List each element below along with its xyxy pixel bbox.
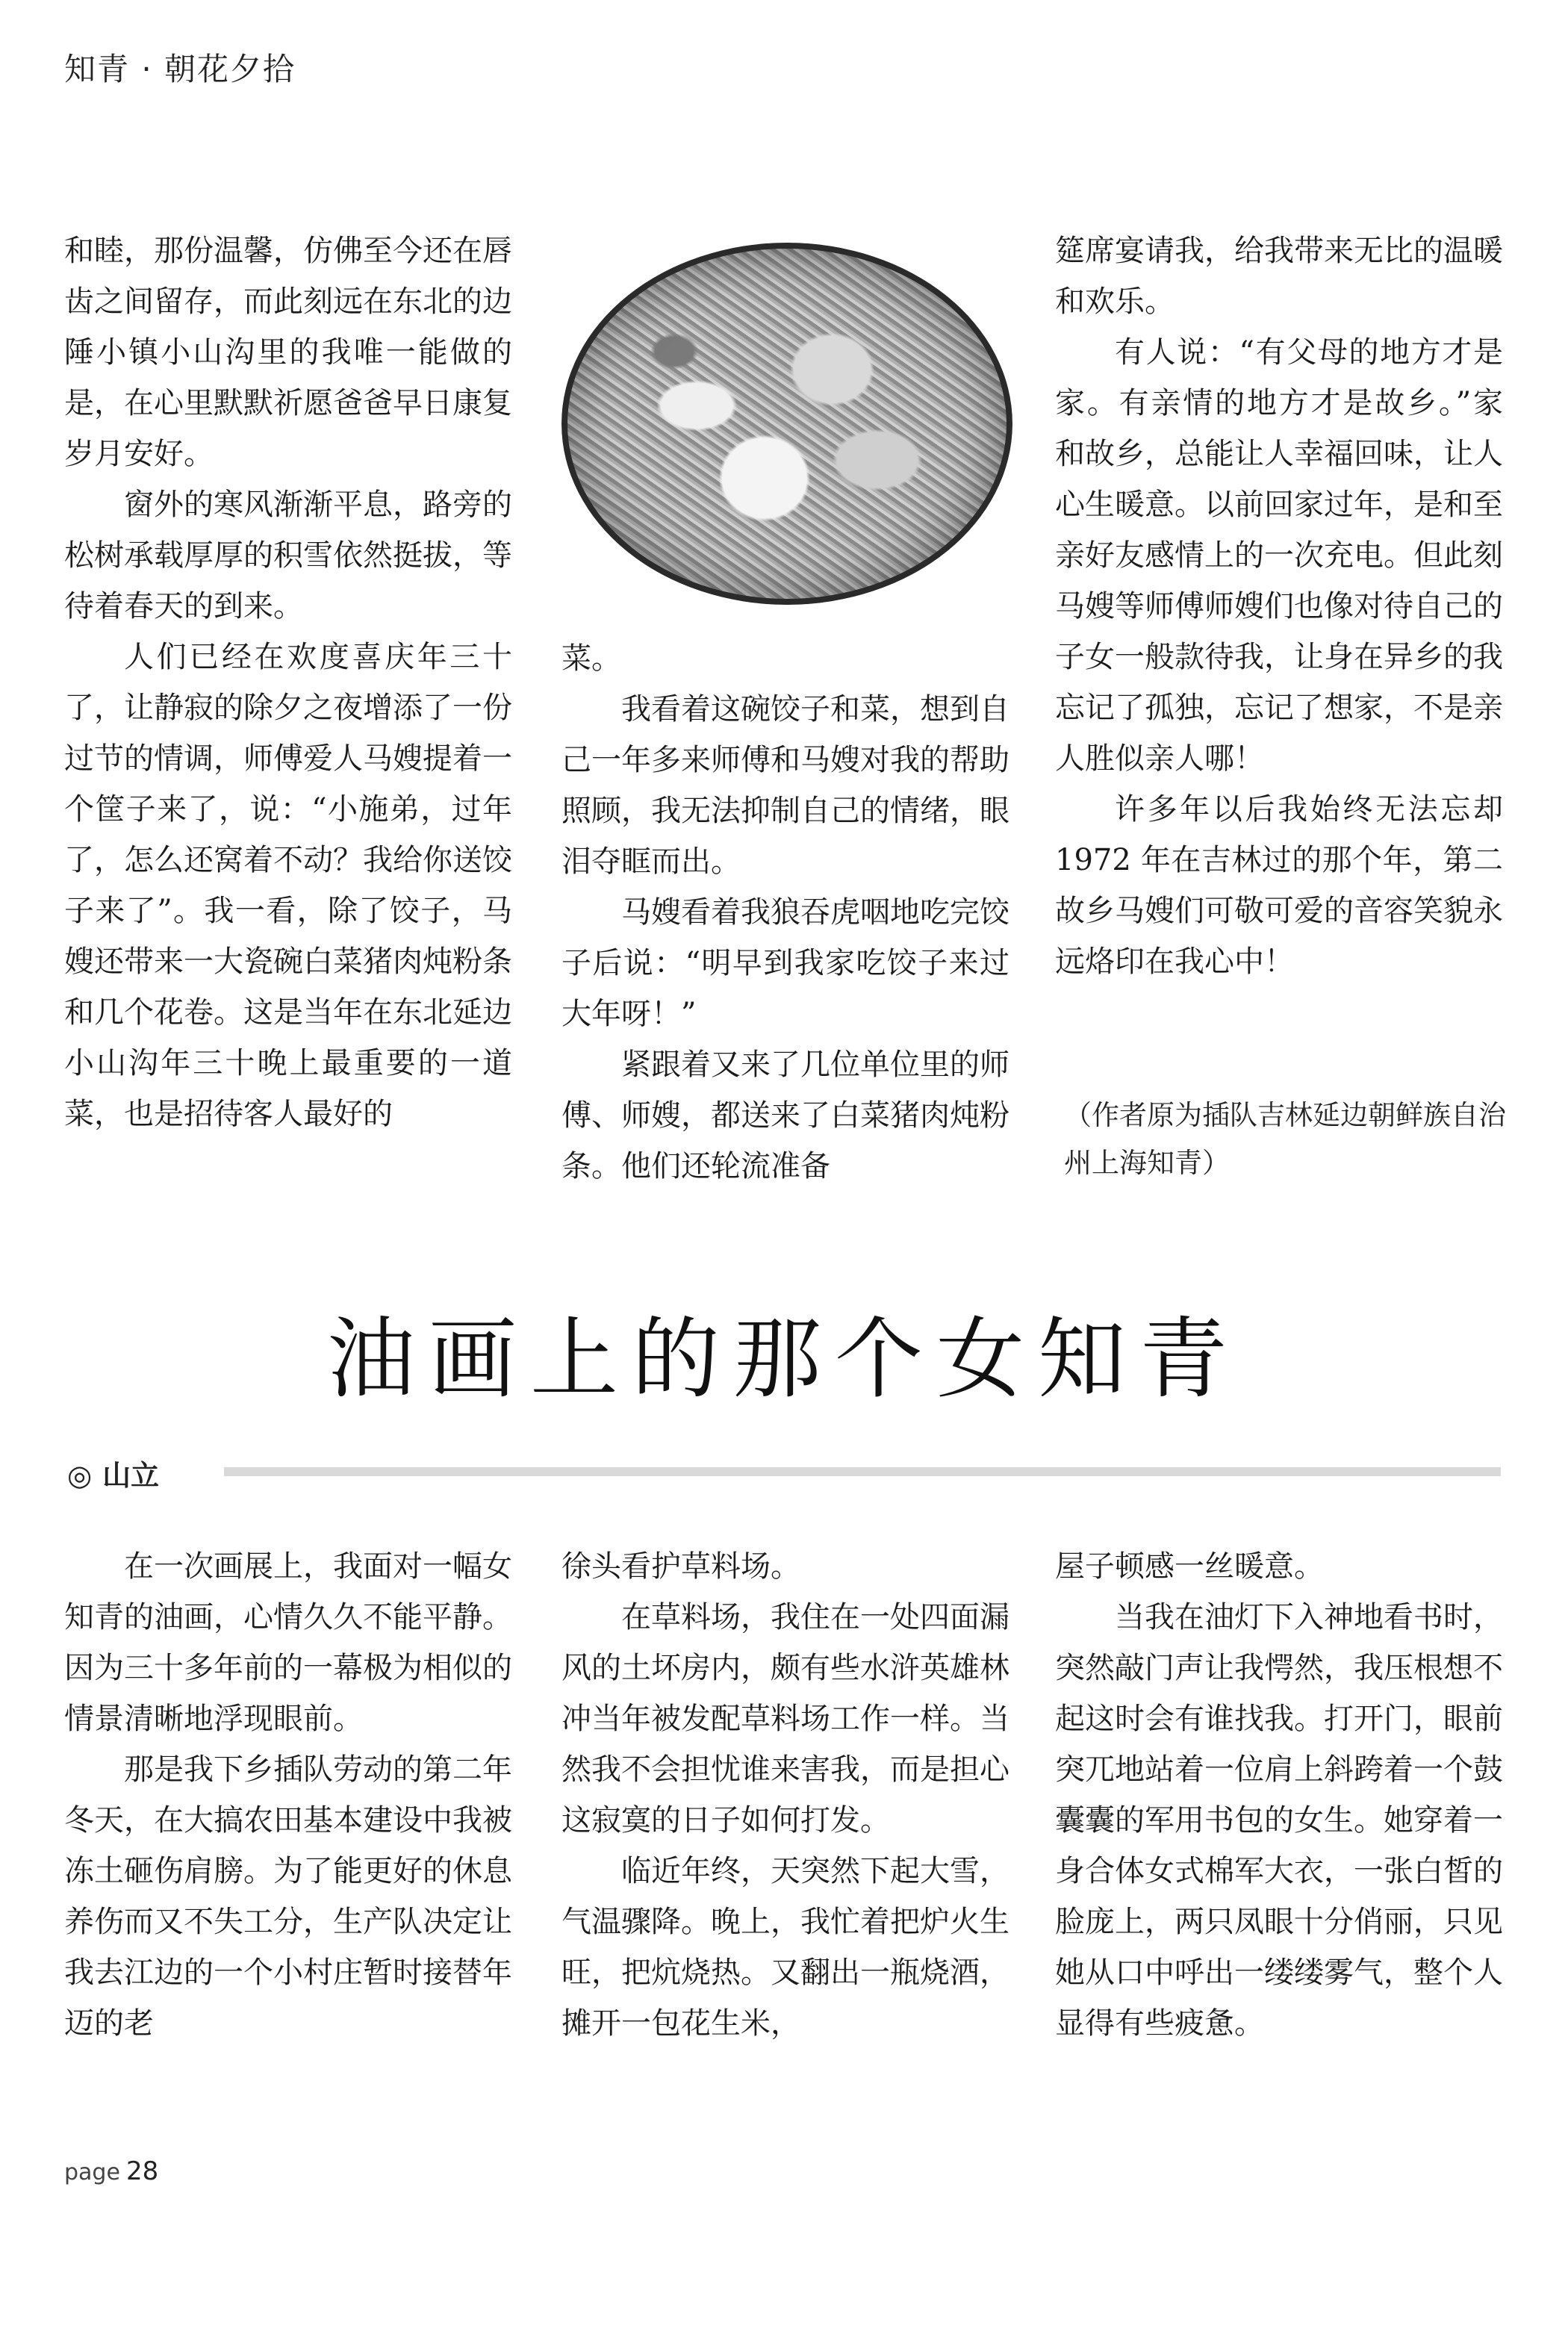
paragraph: 在草料场，我住在一处四面漏风的土坏房内，颇有些水浒英雄林冲当年被发配草料场工作一样。当然我不会担忧谁来害我，而是担心这寂寞的日子如何打发。 [561, 1600, 1009, 1838]
article2-column-2 [561, 1541, 1009, 2049]
byline [67, 1452, 159, 1493]
paragraph: 那是我下乡插队劳动的第二年冬天，在大搞农田基本建设中我被冻土砸伤肩膀。为了能更好的休息养伤而又不失工分，生产队决定让我去江边的一个小村庄暂时接替年迈的老 [64, 1752, 512, 2041]
page-number-value: 28 [125, 2156, 159, 2186]
article2-column-3 [1055, 1541, 1503, 2049]
paragraph: 许多年以后我始终无法忘却 1972 年在吉林过的那个年，第二故乡马嫂们可敬可爱的音容笑貌永远烙印在我心中！ [1055, 792, 1503, 979]
dish-photo [561, 243, 1012, 605]
article1-column-3 [1055, 225, 1503, 987]
paragraph: 在一次画展上，我面对一幅女知青的油画，心情久久不能平静。因为三十多年前的一幕极为相似的情景清晰地浮现眼前。 [64, 1549, 512, 1736]
paragraph: 筵席宴请我，给我带来无比的温暖和欢乐。 [1055, 234, 1503, 319]
paragraph: 马嫂看着我狼吞虎咽地吃完饺子后说：“明早到我家吃饺子来过大年呀！” [561, 895, 1009, 1031]
page-number [64, 2156, 158, 2186]
author-note: （作者原为插队吉林延边朝鲜族自治州上海知青） [1064, 1099, 1506, 1179]
byline-mark: ◎ [67, 1459, 93, 1492]
divider-rule [224, 1467, 1501, 1476]
paragraph: 人们已经在欢度喜庆年三十了，让静寂的除夕之夜增添了一份过节的情调，师傅爱人马嫂提着一个筐子来了，说：“小施弟，过年了，怎么还窝着不动？我给你送饺子来了”。我一看，除了饺子，马嫂还带来一大瓷碗白菜猪肉炖粉条和几个花卷。这是当年在东北延边小山沟年三十晚上最重要的一道菜，也是招待客人最好的 [64, 640, 512, 1131]
article2-column-1 [64, 1541, 512, 2049]
section-header: 知青 · 朝花夕拾 [64, 51, 296, 87]
paragraph: 和睦，那份温馨，仿佛至今还在唇齿之间留存，而此刻远在东北的边陲小镇小山沟里的我唯一能做的是，在心里默默祈愿爸爸早日康复岁月安好。 [64, 234, 512, 471]
paragraph: 屋子顿感一丝暖意。 [1055, 1549, 1324, 1584]
article-title: 油画上的那个女知青 [326, 1307, 1241, 1410]
paragraph: 菜。 [561, 641, 621, 676]
paragraph: 徐头看护草料场。 [561, 1549, 800, 1584]
paragraph: 当我在油灯下入神地看书时，突然敲门声让我愕然，我压根想不起这时会有谁找我。打开门，眼前突兀地站着一位肩上斜跨着一个鼓囊囊的军用书包的女生。她穿着一身合体女式棉军大衣，一张白皙的脸庞上，两只凤眼十分俏丽，只见她从口中呼出一缕缕雾气，整个人显得有些疲惫。 [1055, 1600, 1503, 2041]
paragraph: 窗外的寒风渐渐平息，路旁的松树承载厚厚的积雪依然挺拔，等待着春天的到来。 [64, 488, 512, 623]
article1-column-1 [64, 225, 512, 1139]
paragraph: 紧跟着又来了几位单位里的师傅、师嫂，都送来了白菜猪肉炖粉条。他们还轮流准备 [561, 1048, 1009, 1183]
article1-column-2 [561, 633, 1009, 1192]
paragraph: 临近年终，天突然下起大雪，气温骤降。晚上，我忙着把炉火生旺，把炕烧热。又翻出一瓶烧酒，摊开一包花生米， [561, 1854, 1009, 2041]
paragraph: 我看着这碗饺子和菜，想到自己一年多来师傅和马嫂对我的帮助照顾，我无法抑制自己的情绪，眼泪夺眶而出。 [561, 692, 1009, 879]
paragraph: 有人说：“有父母的地方才是家。有亲情的地方才是故乡。”家和故乡，总能让人幸福回味，让人心生暖意。以前回家过年，是和至亲好友感情上的一次充电。但此刻马嫂等师傅师嫂们也像对待自己的子女一般款待我，让身在异乡的我忘记了孤独，忘记了想家，不是亲人胜似亲人哪！ [1055, 335, 1503, 776]
page-label: page [64, 2159, 120, 2185]
author-name: 山立 [102, 1459, 160, 1492]
